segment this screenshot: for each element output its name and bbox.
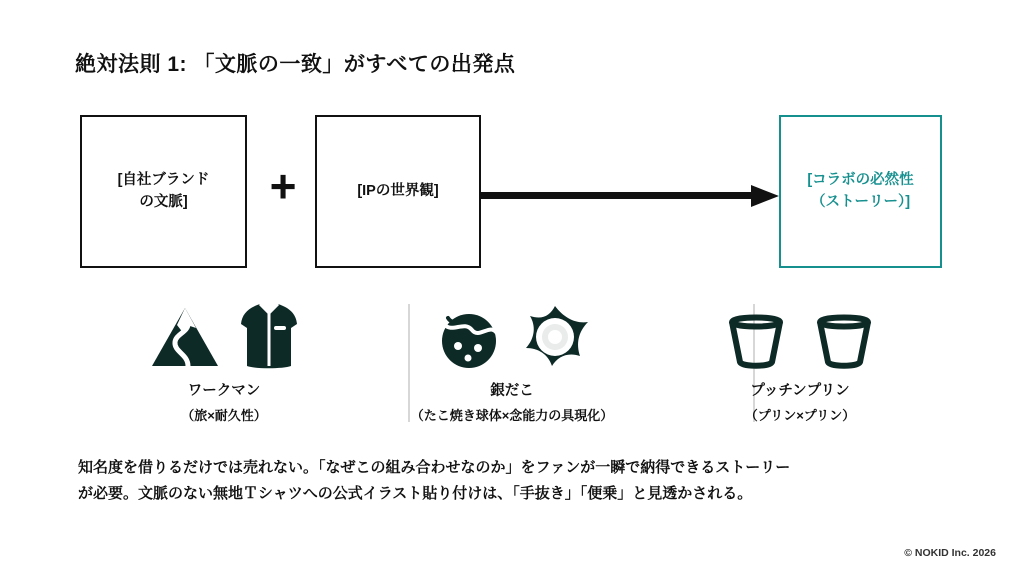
example-workman: [80, 296, 368, 431]
arrow-head: [751, 185, 779, 207]
example-pucchin-purin: [656, 296, 944, 431]
brand-context-line1: [自社ブランド: [117, 172, 210, 189]
jacket-icon: [238, 300, 300, 370]
example-icons: [434, 296, 590, 370]
brand-context-line2: の文脈]: [139, 193, 188, 210]
caption: [78, 455, 958, 506]
plus-symbol: +: [269, 160, 297, 212]
examples-row: [80, 296, 944, 431]
caption-line2: が必要。文脈のない無地Ｔシャツへの公式イラスト貼り付けは、「手抜き」「便乗」と見透かされる。: [78, 484, 753, 502]
collab-necessity-line1: [コラボの必然性: [807, 172, 914, 189]
pudding-icon: [720, 312, 792, 370]
collab-necessity-box: [779, 115, 942, 268]
footer-copyright: © NOKID Inc. 2026: [904, 547, 996, 559]
takoyaki-icon: [434, 308, 504, 370]
collab-necessity-line2: （ストーリー）]: [810, 193, 911, 210]
example-icons: [720, 296, 880, 370]
arrow-shaft: [481, 192, 753, 199]
example-gindako: [368, 296, 656, 431]
ip-worldview-box: [315, 115, 481, 268]
page-title: 絶対法則 1: 「文脈の一致」がすべての出発点: [75, 53, 516, 76]
example-name: ワークマン: [187, 383, 261, 399]
pudding-icon: [808, 312, 880, 370]
mountain-trail-icon: [148, 304, 222, 370]
sphere-aura-icon: [520, 304, 590, 370]
brand-context-box: [80, 115, 247, 268]
ip-worldview-line1: [IPの世界観]: [357, 182, 439, 199]
example-sub: （プリン×プリン）: [744, 408, 856, 423]
example-sub: （旅×耐久性）: [181, 408, 267, 423]
caption-line1: 知名度を借りるだけでは売れない。「なぜこの組み合わせなのか」をファンが一瞬で納得できるストーリー: [78, 459, 791, 476]
example-sub: （たこ焼き球体×念能力の具現化）: [410, 408, 614, 423]
example-name: プッチンプリン: [750, 383, 850, 399]
example-name: 銀だこ: [490, 383, 534, 399]
example-icons: [148, 296, 300, 370]
arrow-right-icon: [481, 185, 779, 207]
